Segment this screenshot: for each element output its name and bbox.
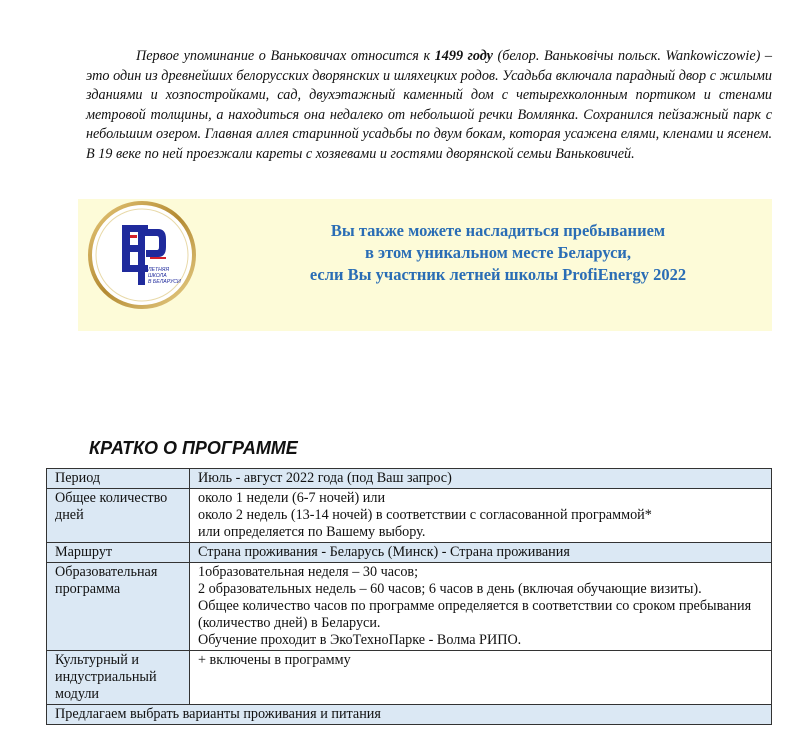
value-line: около 2 недель (13-14 ночей) в соответствии с согласованной программой* [198,507,652,523]
value-line: Страна проживания - Беларусь (Минск) - Страна проживания [198,544,570,560]
table-row [47,563,772,651]
row-value [190,563,772,651]
footer-cell: Предлагаем выбрать варианты проживания и питания [47,705,772,725]
value-line: Июль - август 2022 года (под Ваш запрос) [198,470,452,486]
table-row [47,651,772,705]
intro-text-rest: (белор. Ванькoвiчы польск. Wankowiczowie) – это один из древнейших белорусских дворянских и шляхецких родов. Усадьба включала парадный двор с жилыми зданиями и хозпостройками, сад, двухэтажный каменный дом с четырехколонным портиком и стенами метровой толщины, а находиться она недалеко от небольшой речки Вомлянка. Сохранился пейзажный парк с небольшим озером. Главная аллея старинной усадьбы по двум бокам, которая усажена елями, кленами и ясенем. В 19 веке по ней проезжали кареты с хозяевами и гостями дворянской семьи Ваньковичей. [86,48,772,162]
promo-banner [78,199,772,331]
table-row [47,469,772,489]
value-line: около 1 недели (6-7 ночей) или [198,490,386,506]
row-label: Период [47,469,190,489]
program-table [46,468,772,725]
table-row [47,489,772,543]
logo-text-2: ШКОЛА [148,273,167,279]
banner-line-1: Вы также можете насладиться пребыванием [330,221,666,240]
row-value [190,543,772,563]
row-value [190,651,772,705]
value-line: или определяется по Вашему выбору. [198,524,426,540]
value-line: 1образовательная неделя – 30 часов; [198,564,419,580]
row-label: Общее количество дней [47,489,190,543]
banner-line-2: в этом уникальном месте Беларуси, [364,243,632,262]
summer-school-logo [86,199,198,311]
logo-text-1: ЛЕТНЯЯ [148,267,170,273]
logo-text-3: В БЕЛАРУСИ [148,279,181,285]
intro-paragraph [86,47,772,164]
value-line: + включены в программу [198,652,351,668]
table-row [47,543,772,563]
row-label: Культурный и индустриальный модули [47,651,190,705]
row-label: Образовательная программа [47,563,190,651]
program-title: КРАТКО О ПРОГРАММЕ [89,438,298,458]
row-value [190,489,772,543]
table-footer-row [47,705,772,725]
value-line: Общее количество часов по программе определяется в соответствии со сроком пребывания (количество дней) в Беларуси. [198,598,752,631]
row-value [190,469,772,489]
banner-line-3: если Вы участник летней школы ProfiEnergy 2022 [309,265,687,284]
banner-text [238,220,758,286]
value-line: 2 образовательных недель – 60 часов; 6 часов в день (включая обучающие визиты). [198,581,702,597]
intro-text-start: Первое упоминание о Ваньковичах относится к [136,48,435,64]
value-line: Обучение проходит в ЭкоТехноПарке - Волма РИПО. [198,632,522,648]
intro-year: 1499 году [434,48,493,64]
row-label: Маршрут [47,543,190,563]
